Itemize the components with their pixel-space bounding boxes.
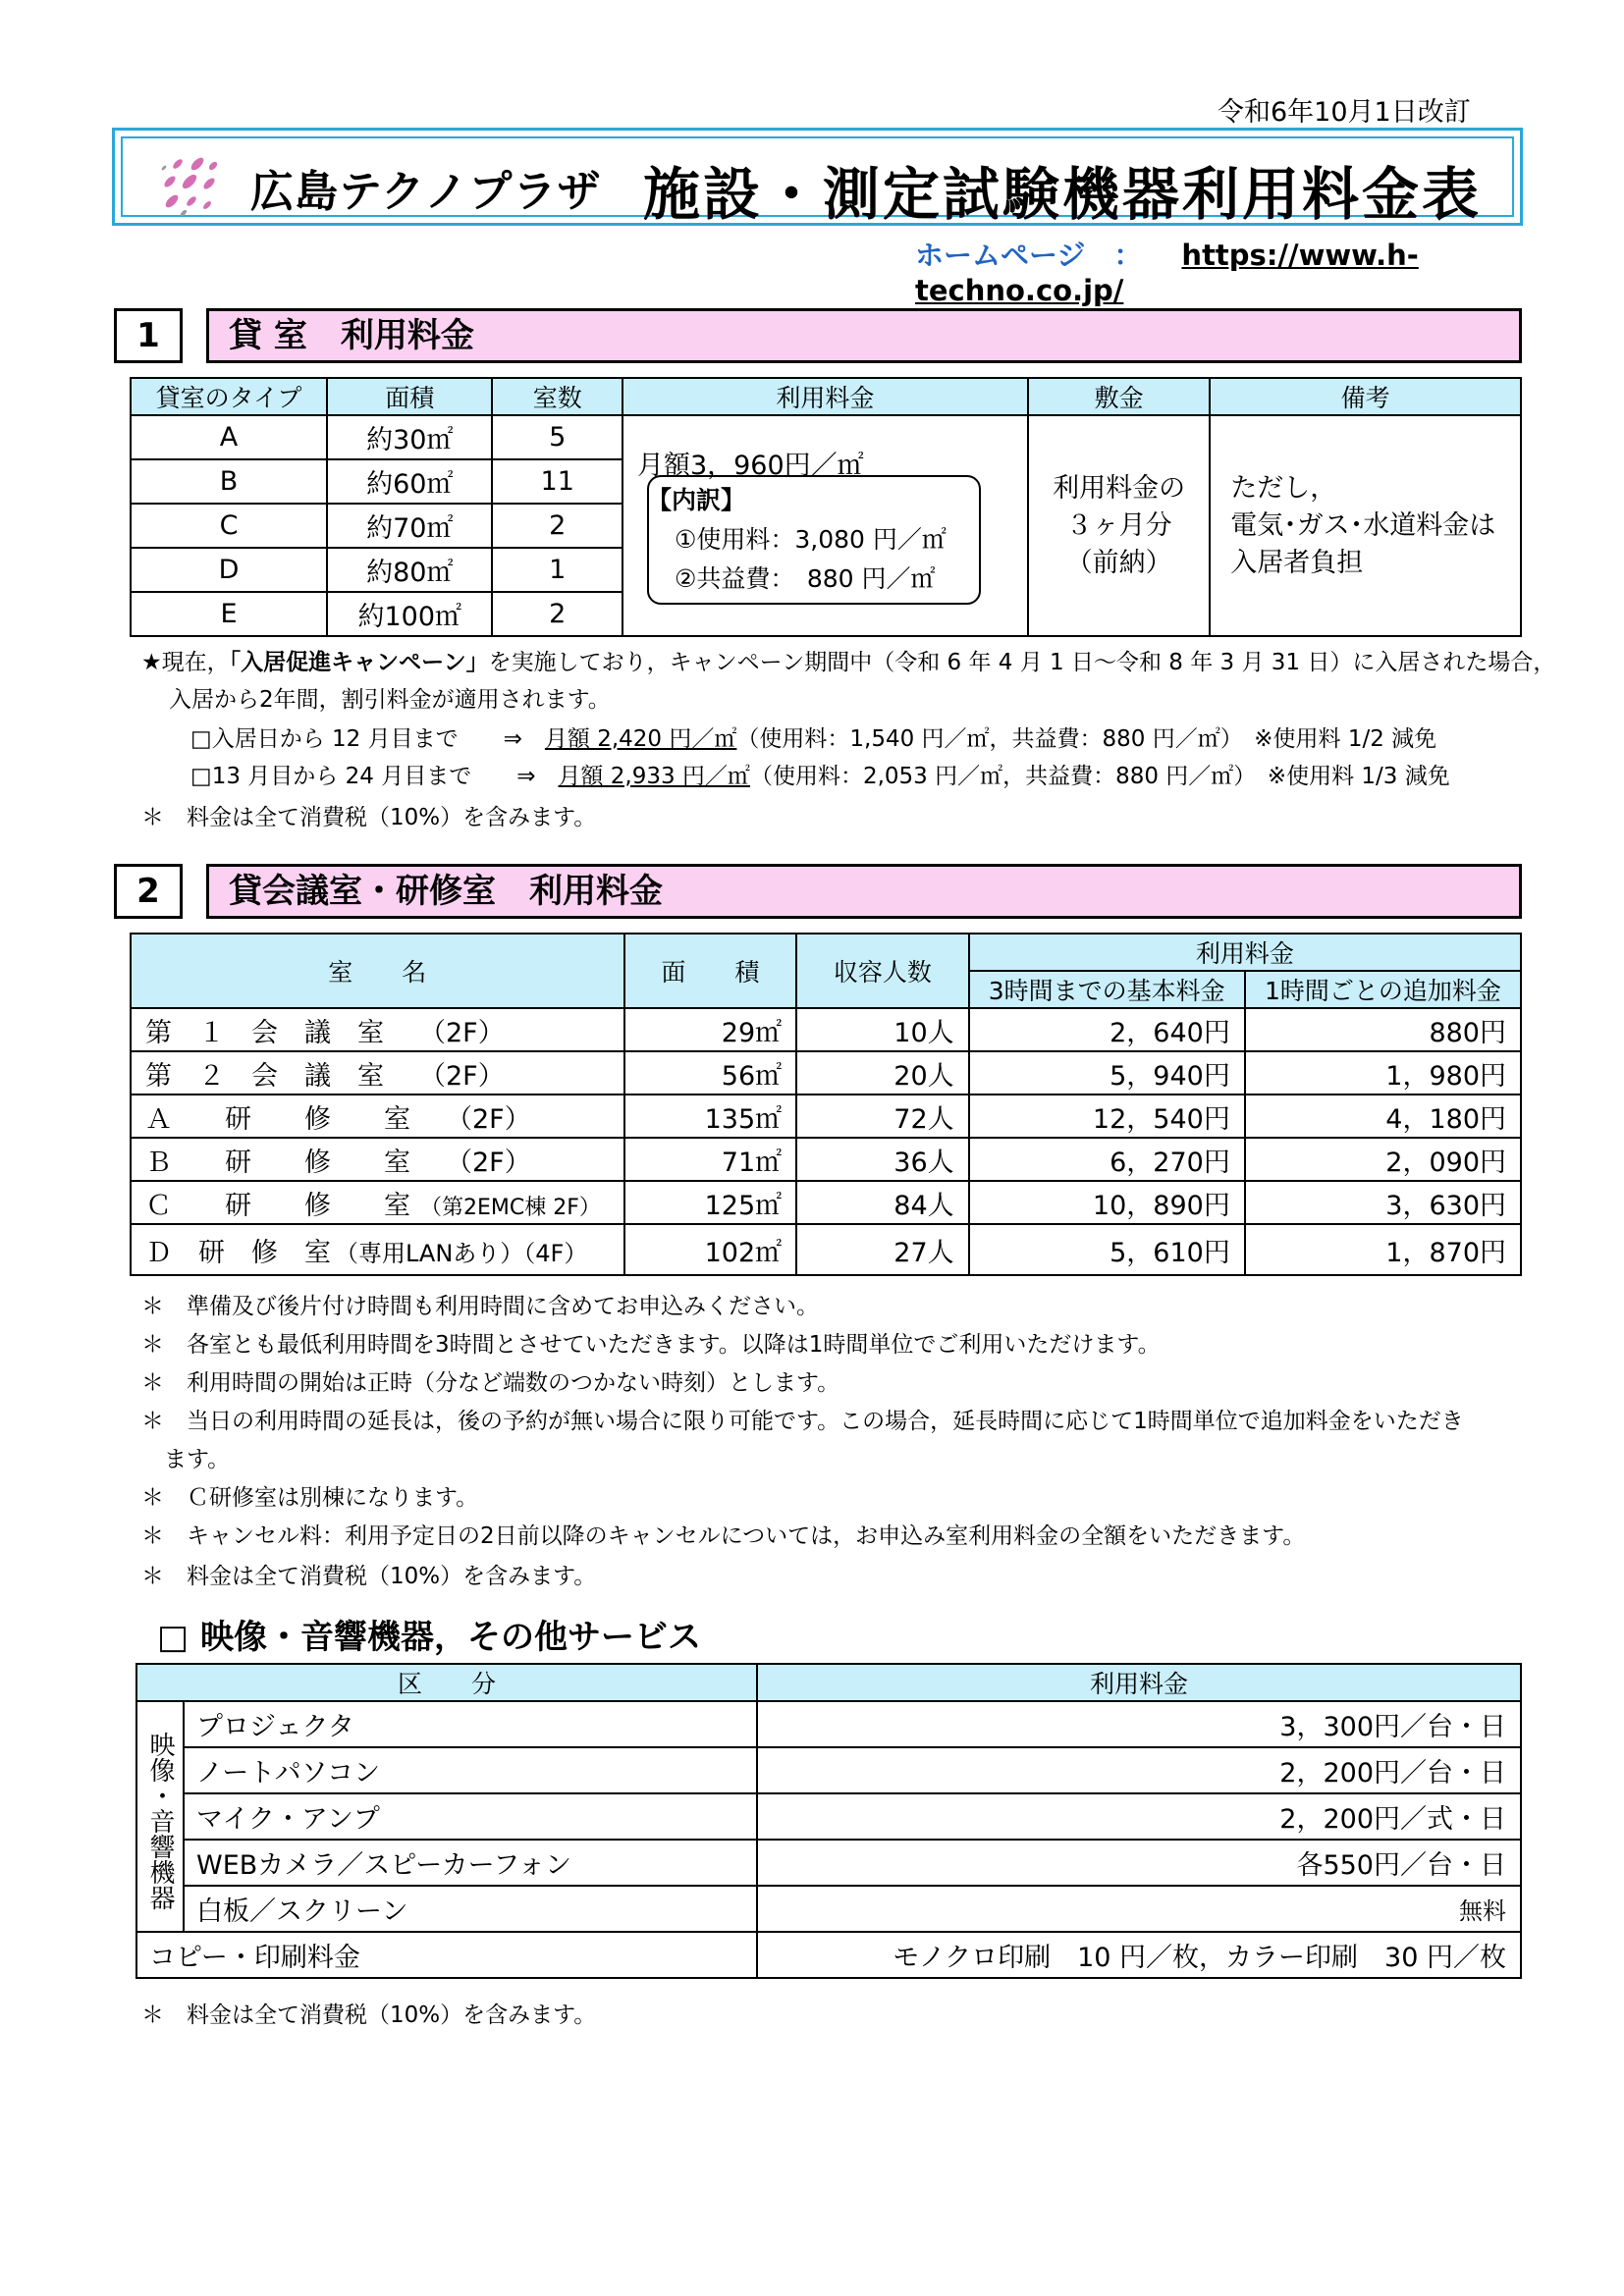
section3-title: □ 映像・音響機器，その他サービス — [157, 1618, 701, 1657]
room-count: 11 — [492, 459, 622, 504]
table-row — [131, 1008, 1521, 1051]
techno-plaza-logo-icon — [156, 152, 227, 221]
room-area: 約30㎡ — [327, 415, 492, 459]
basic-fee: 2，640円 — [969, 1008, 1245, 1051]
basic-fee: 5，940円 — [969, 1051, 1245, 1095]
campaign-detail1: （使用料：1,540 円／㎡，共益費：880 円／㎡） ※使用料 1/2 減免 — [736, 726, 1437, 752]
copy-label: コピー・印刷料金 — [136, 1932, 757, 1978]
deposit-cell — [1028, 415, 1210, 636]
col-capacity: 収容人数 — [796, 934, 969, 1008]
remarks-line3: 入居者負担 — [1230, 547, 1364, 578]
deposit-line2: ３ヶ月分 — [1065, 509, 1172, 541]
note-item: ＊ 各室とも最低利用時間を3時間とさせていただきます。以降は1時間単位でご利用いただけます。 — [141, 1332, 1161, 1358]
room-count: 1 — [492, 548, 622, 592]
table-row — [131, 1095, 1521, 1138]
campaign-detail2: （使用料：2,053 円／㎡，共益費：880 円／㎡） ※使用料 1/3 減免 — [749, 764, 1450, 789]
extra-fee: 1，870円 — [1245, 1224, 1521, 1275]
table-row — [131, 1138, 1521, 1181]
equipment-group-label: 映像・音響機器 — [145, 1732, 175, 1910]
table-row — [136, 1840, 1521, 1886]
room-floor: （専用LANあり）（4F） — [335, 1239, 588, 1267]
note-item: ＊ 料金は全て消費税（10%）を含みます。 — [141, 1564, 597, 1589]
extra-fee: 2，090円 — [1245, 1138, 1521, 1181]
equipment-item: プロジェクタ — [184, 1701, 757, 1747]
room-count: 5 — [492, 415, 622, 459]
room-name-cell — [131, 1051, 624, 1095]
room-area: 125㎡ — [624, 1181, 797, 1224]
equipment-group-cell — [136, 1701, 184, 1932]
room-name-cell — [131, 1224, 624, 1275]
equipment-fee: 無料 — [757, 1886, 1521, 1932]
col-category: 区 分 — [136, 1664, 757, 1701]
room-floor: （2F） — [446, 1147, 531, 1178]
campaign-line2: 入居から2年間，割引料金が適用されます。 — [169, 687, 611, 713]
room-name: 第 １ 会 議 室 — [145, 1017, 384, 1048]
room-floor: （第2EMC棟 2F） — [420, 1195, 601, 1220]
room-type: A — [131, 415, 327, 459]
room-name-cell — [131, 1095, 624, 1138]
room-area: 約70㎡ — [327, 504, 492, 548]
page-title: 施設・測定試験機器利用料金表 — [643, 161, 1483, 228]
fee-usage: ①使用料：3,080 円／㎡ — [674, 525, 947, 554]
room-area: 135㎡ — [624, 1095, 797, 1138]
remarks-line2: 電気･ガス･水道料金は — [1230, 509, 1496, 541]
tax-note-3: ＊ 料金は全て消費税（10%）を含みます。 — [141, 2002, 597, 2028]
homepage-line — [915, 234, 1624, 307]
equipment-table — [135, 1663, 1522, 1979]
room-floor: （2F） — [419, 1060, 505, 1092]
basic-fee: 12，540円 — [969, 1095, 1245, 1138]
room-count: 2 — [492, 504, 622, 548]
room-capacity: 10人 — [796, 1008, 969, 1051]
col-fee: 利用料金 — [757, 1664, 1521, 1701]
table-row — [136, 1701, 1521, 1747]
col-room-count: 室数 — [492, 378, 622, 415]
col-extra-fee: 1時間ごとの追加料金 — [1245, 971, 1521, 1008]
room-name: Ｄ 研 修 室 — [145, 1237, 331, 1268]
table-row — [131, 1224, 1521, 1275]
table-row — [136, 1747, 1521, 1793]
room-floor: （2F） — [446, 1103, 531, 1135]
room-type: E — [131, 592, 327, 636]
note-item: ＊ Ｃ研修室は別棟になります。 — [141, 1485, 479, 1511]
campaign-fee1: 月額 2,420 円／㎡ — [544, 726, 737, 752]
room-capacity: 72人 — [796, 1095, 969, 1138]
room-name-cell — [131, 1181, 624, 1224]
room-name-cell — [131, 1138, 624, 1181]
basic-fee: 5，610円 — [969, 1224, 1245, 1275]
header-box — [112, 128, 1523, 226]
room-capacity: 84人 — [796, 1181, 969, 1224]
room-area: 56㎡ — [624, 1051, 797, 1095]
campaign-line3 — [190, 721, 1436, 753]
table-row — [136, 1932, 1521, 1978]
room-type: D — [131, 548, 327, 592]
section1-number: 1 — [114, 308, 183, 363]
fee-breakdown-title: 【内訳】 — [646, 486, 745, 514]
room-area: 71㎡ — [624, 1138, 797, 1181]
table-row — [131, 1051, 1521, 1095]
room-area: 29㎡ — [624, 1008, 797, 1051]
equipment-item: WEBカメラ／スピーカーフォン — [184, 1840, 757, 1886]
section2-title: 貸会議室・研修室 利用料金 — [206, 864, 1522, 919]
basic-fee: 10，890円 — [969, 1181, 1245, 1224]
table-row — [136, 1886, 1521, 1932]
equipment-item: ノートパソコン — [184, 1747, 757, 1793]
equipment-fee: 3，300円／台・日 — [757, 1701, 1521, 1747]
col-room-type: 貸室のタイプ — [131, 378, 327, 415]
col-fee: 利用料金 — [623, 378, 1028, 415]
room-capacity: 27人 — [796, 1224, 969, 1275]
section2-number: 2 — [114, 864, 183, 919]
room-name: Ａ 研 修 室 — [145, 1103, 410, 1135]
logo-text: 広島テクノプラザ — [250, 167, 602, 217]
fee-main: 月額3，960円／㎡ — [636, 451, 864, 481]
col-room-name: 室 名 — [131, 934, 624, 1008]
extra-fee: 880円 — [1245, 1008, 1521, 1051]
equipment-item: マイク・アンプ — [184, 1793, 757, 1840]
remarks-line1: ただし， — [1230, 472, 1337, 504]
room-name-cell — [131, 1008, 624, 1051]
extra-fee: 3，630円 — [1245, 1181, 1521, 1224]
campaign-line1 — [141, 644, 1555, 676]
col-remarks: 備考 — [1210, 378, 1521, 415]
room-rental-table — [130, 377, 1522, 637]
campaign-period1: □入居日から 12 月目まで ⇒ — [190, 726, 545, 752]
col-fee: 利用料金 — [969, 934, 1521, 971]
copy-fee: モノクロ印刷 10 円／枚，カラー印刷 30 円／枚 — [757, 1932, 1521, 1978]
extra-fee: 4，180円 — [1245, 1095, 1521, 1138]
note-item: ＊ 当日の利用時間の延長は，後の予約が無い場合に限り可能です。この場合，延長時間に応じて1時間単位で追加料金をいただき — [141, 1409, 1464, 1434]
note-item: ＊ 準備及び後片付け時間も利用時間に含めてお申込みください。 — [141, 1294, 819, 1319]
table-row — [136, 1793, 1521, 1840]
table-row — [131, 1181, 1521, 1224]
note-item: ＊ キャンセル料：利用予定日の2日前以降のキャンセルについては，お申込み室利用料金の全額をいただきます。 — [141, 1523, 1306, 1549]
col-basic-fee: 3時間までの基本料金 — [969, 971, 1245, 1008]
deposit-line3: （前納） — [1065, 547, 1172, 578]
deposit-line1: 利用料金の — [1053, 472, 1186, 504]
room-name: Ｃ 研 修 室 — [145, 1190, 410, 1221]
room-area: 約100㎡ — [327, 592, 492, 636]
campaign-period: を実施しており，キャンペーン期間中（令和 6 年 4 月 1 日～令和 8 年 3 月 31 日）に入居された場合， — [488, 650, 1556, 675]
room-area: 約80㎡ — [327, 548, 492, 592]
room-name: 第 ２ 会 議 室 — [145, 1060, 384, 1092]
homepage-label: ホームページ ： — [915, 239, 1143, 272]
room-type: B — [131, 459, 327, 504]
equipment-item: 白板／スクリーン — [184, 1886, 757, 1932]
campaign-name: 「入居促進キャンペーン」 — [229, 650, 489, 675]
remarks-cell — [1210, 415, 1521, 636]
section1-title: 貸 室 利用料金 — [206, 308, 1522, 363]
room-type: C — [131, 504, 327, 548]
col-deposit: 敷金 — [1028, 378, 1210, 415]
extra-fee: 1，980円 — [1245, 1051, 1521, 1095]
room-count: 2 — [492, 592, 622, 636]
homepage-link[interactable]: https://www.h-techno.co.jp/ — [915, 239, 1419, 307]
room-name: Ｂ 研 修 室 — [145, 1147, 410, 1178]
campaign-fee2: 月額 2,933 円／㎡ — [558, 764, 750, 789]
table-row — [131, 415, 1521, 459]
note-item: ます。 — [141, 1447, 231, 1472]
tax-note-1: ＊ 料金は全て消費税（10%）を含みます。 — [141, 805, 597, 830]
campaign-line4 — [190, 758, 1450, 790]
fee-common: ②共益費： 880 円／㎡ — [674, 564, 936, 593]
campaign-star: ★現在， — [141, 650, 230, 675]
col-area: 面積 — [327, 378, 492, 415]
room-capacity: 36人 — [796, 1138, 969, 1181]
basic-fee: 6，270円 — [969, 1138, 1245, 1181]
note-item: ＊ 利用時間の開始は正時（分など端数のつかない時刻）とします。 — [141, 1370, 840, 1396]
equipment-fee: 2，200円／式・日 — [757, 1793, 1521, 1840]
col-area: 面 積 — [624, 934, 797, 1008]
equipment-fee: 各550円／台・日 — [757, 1840, 1521, 1886]
revision-date: 令和6年10月1日改訂 — [1218, 97, 1471, 128]
room-area: 102㎡ — [624, 1224, 797, 1275]
fee-cell — [623, 415, 1028, 636]
equipment-fee: 2，200円／台・日 — [757, 1747, 1521, 1793]
room-area: 約60㎡ — [327, 459, 492, 504]
room-floor: （2F） — [419, 1017, 505, 1048]
meeting-room-table — [130, 933, 1522, 1276]
room-capacity: 20人 — [796, 1051, 969, 1095]
campaign-period2: □13 月目から 24 月目まで ⇒ — [190, 764, 559, 789]
